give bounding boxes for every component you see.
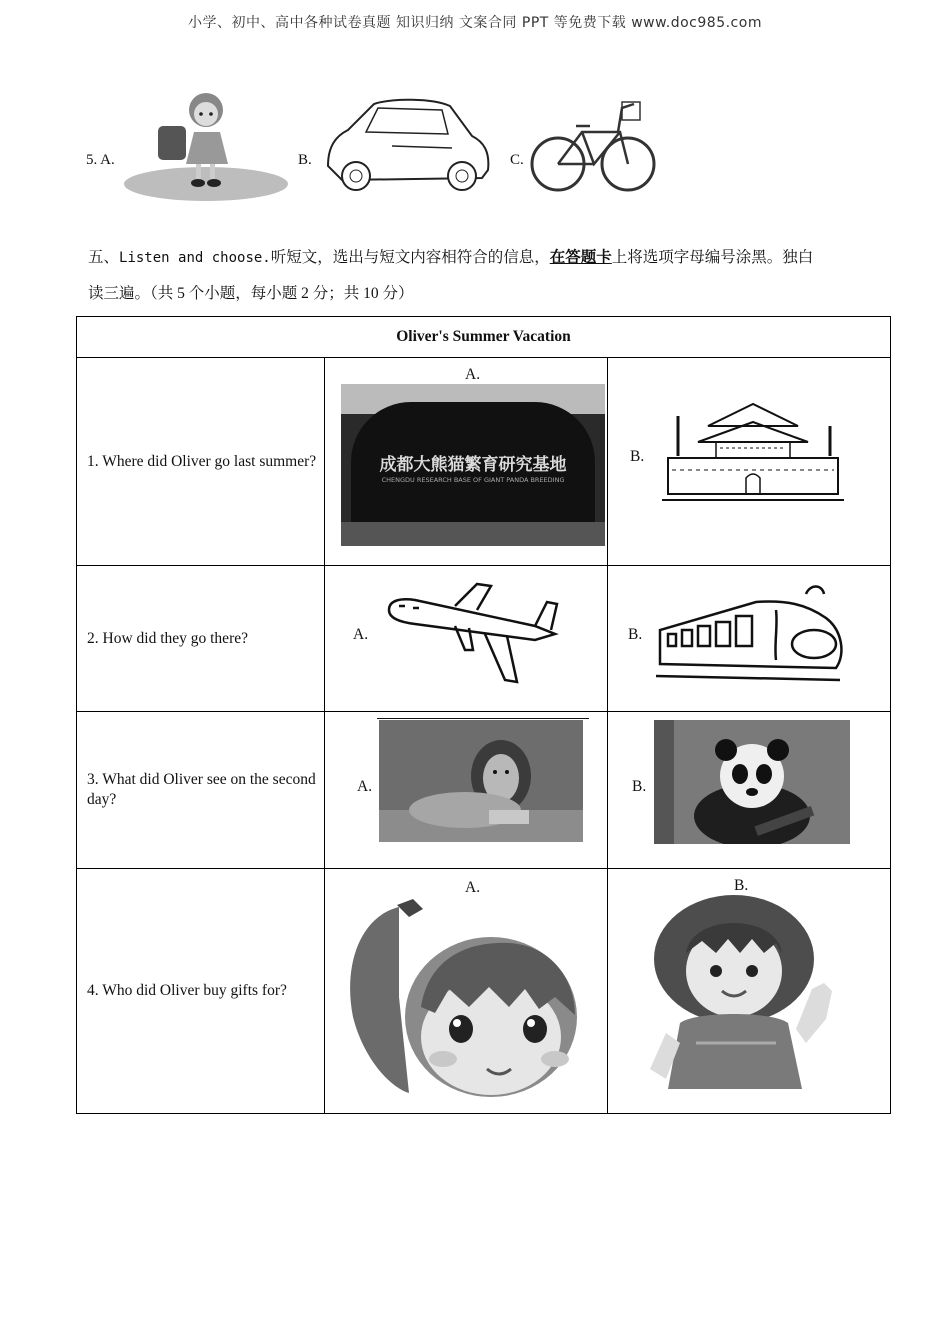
option-a-cell: [325, 566, 608, 712]
tiananmen-icon: [658, 396, 848, 506]
question-table: [76, 316, 891, 1114]
option-b-cell: [608, 869, 891, 1114]
question-text: 4. Who did Oliver buy gifts for?: [77, 869, 325, 1114]
option-label-a: A.: [465, 366, 481, 383]
car-icon: [322, 96, 492, 198]
option-label-a: A.: [357, 778, 373, 795]
option-label-b: B.: [734, 877, 749, 894]
option-a-cell: [325, 869, 608, 1114]
option-a-cell: [325, 712, 608, 869]
section-instruction-2: 上将选项字母编号涂黑。独白: [611, 249, 814, 266]
question-text: 1. Where did Oliver go last summer?: [77, 358, 325, 566]
option-label-b: B.: [632, 778, 647, 795]
option-b-cell: [608, 566, 891, 712]
option-b-cell: [608, 358, 891, 566]
lion-photo: [379, 720, 583, 842]
option-label-b: B.: [628, 626, 643, 643]
curly-girl-icon: [650, 895, 832, 1089]
question-5: [0, 80, 950, 210]
option-b-cell: [608, 712, 891, 869]
bicycle-icon: [530, 96, 656, 198]
section-instruction-1: 听短文，选出与短文内容相符合的信息，: [270, 249, 550, 266]
sign-subtext: CHENGDU RESEARCH BASE OF GIANT PANDA BREEDING: [381, 476, 565, 484]
table-row: [77, 358, 891, 566]
panda-photo: [654, 720, 850, 844]
q5-label-a: 5. A.: [86, 152, 115, 168]
train-icon: [656, 587, 841, 681]
table-title: Oliver's Summer Vacation: [77, 317, 891, 358]
divider-line: [377, 718, 589, 719]
sign-text: 成都大熊猫繁育研究基地: [379, 455, 567, 475]
page-header: 小学、初中、高中各种试卷真题 知识归纳 文案合同 PPT 等免费下载 www.doc985.com: [188, 15, 762, 31]
panda-base-photo: [341, 384, 605, 546]
option-a-cell: [325, 358, 608, 566]
question-text: 2. How did they go there?: [77, 566, 325, 712]
q5-label-c: C.: [510, 152, 524, 168]
question-text: 3. What did Oliver see on the second day?: [77, 712, 325, 869]
airplane-icon: [389, 584, 557, 682]
section-underlined: 在答题卡: [549, 249, 612, 266]
table-row: [77, 869, 891, 1114]
ponytail-girl-icon: [350, 899, 577, 1097]
option-label-a: A.: [465, 879, 481, 896]
girl-with-backpack-icon: [124, 90, 289, 202]
table-row: [77, 566, 891, 712]
section-line-2: 读三遍。（共 5 个小题，每小题 2 分；共 10 分）: [88, 285, 414, 302]
q5-label-b: B.: [298, 152, 312, 168]
section-instructions: [88, 240, 888, 312]
table-row: [77, 712, 891, 869]
option-label-b: B.: [630, 448, 645, 465]
option-label-a: A.: [353, 626, 369, 643]
section-prefix: 五、: [88, 249, 120, 266]
section-english-title: Listen and choose.: [119, 250, 271, 266]
